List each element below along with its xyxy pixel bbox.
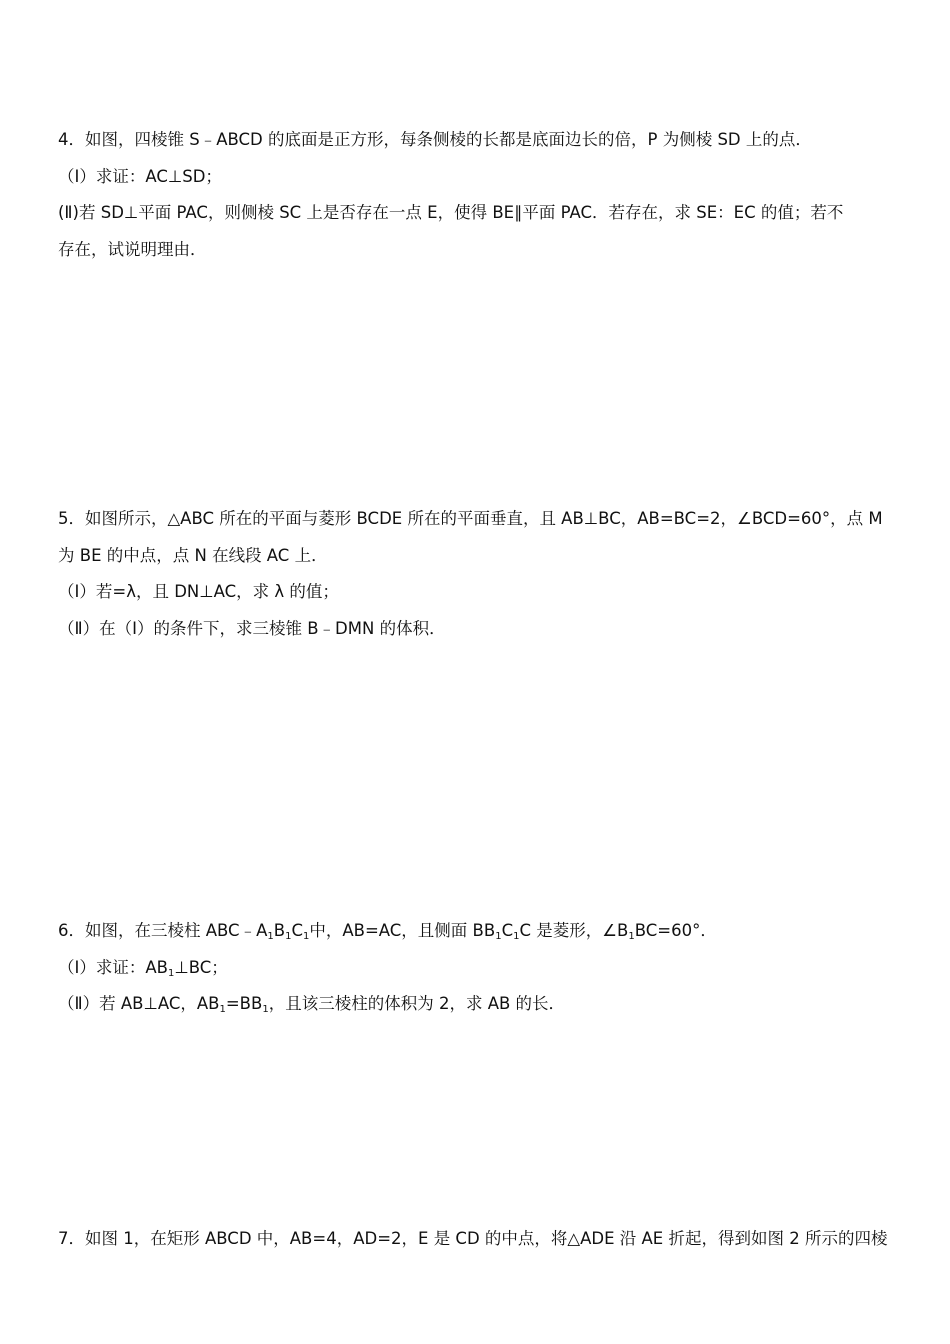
- problem-7: [58, 1221, 896, 1258]
- problem-7-line-1: 7．如图 1，在矩形 ABCD 中，AB=4，AD=2，E 是 CD 的中点，将△ADE 沿 AE 折起，得到如图 2 所示的四棱: [58, 1229, 888, 1248]
- problem-5: [58, 501, 896, 647]
- problem-4-line-2: （Ⅰ）求证：AC⊥SD；: [58, 166, 222, 186]
- problem-5-line-3: （Ⅰ）若=λ，且 DN⊥AC，求 λ 的值；: [58, 582, 339, 601]
- problem-4-line-3: (Ⅱ)若 SD⊥平面 PAC，则侧棱 SC 上是否存在一点 E，使得 BE∥平面 PAC．若存在，求 SE：EC 的值；若不: [58, 203, 844, 222]
- problem-5-line-1: 5．如图所示，△ABC 所在的平面与菱形 BCDE 所在的平面垂直，且 AB⊥BC，AB=BC=2，∠BCD=60°，点 M: [58, 509, 883, 528]
- problem-5-line-2: 为 BE 的中点，点 N 在线段 AC 上．: [58, 545, 328, 565]
- problem-6: [58, 913, 896, 1023]
- problem-5-line-4: （Ⅱ）在（Ⅰ）的条件下，求三棱锥 B﹣DMN 的体积．: [58, 618, 446, 638]
- problem-4-line-4: 存在，试说明理由．: [58, 239, 207, 259]
- problem-6-line-1: 6．如图，在三棱柱 $ABC﹣A_1B_1C_1$中，AB=AC，且侧面 $BB_1C_1C$ 是菱形，$\angle B_1BC=60^\circ$．: [58, 921, 717, 942]
- problem-6-line-3: （Ⅱ）若 AB⊥AC，$AB_1=BB_1$，且该三棱柱的体积为 2，求 AB 的长．: [58, 994, 566, 1015]
- problem-4-line-1: 4．如图，四棱锥 S﹣ABCD 的底面是正方形，每条侧棱的长都是底面边长的倍，P 为侧棱 SD 上的点．: [58, 130, 812, 149]
- problem-4: [58, 122, 896, 268]
- problem-6-line-2: （Ⅰ）求证：$AB_1\perp BC$；: [58, 957, 228, 979]
